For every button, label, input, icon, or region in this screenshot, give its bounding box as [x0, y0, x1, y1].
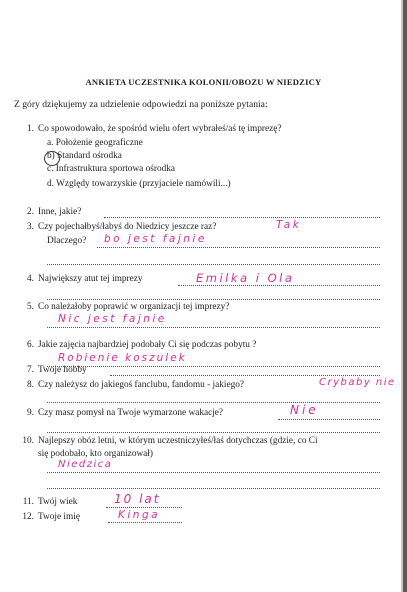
- question-number: 5.: [27, 302, 34, 312]
- question-text: Czy masz pomysł na Twoje wymarzone wakacje?: [38, 408, 224, 418]
- question-number: 2.: [27, 207, 34, 217]
- intro-text: Z góry dziękujemy za udzielenie odpowiedzi na poniższe pytania:: [14, 99, 268, 110]
- question-text: Twoje imię: [38, 512, 80, 522]
- question-number: 10.: [22, 436, 34, 446]
- question-text: Co spowodowało, że spośród wielu ofert wybrałeś/aś tę imprezę?: [38, 124, 282, 134]
- question-2: [14, 207, 81, 217]
- answer-line[interactable]: [47, 488, 380, 489]
- answer-line[interactable]: [178, 285, 380, 286]
- question-number: 11.: [22, 497, 34, 507]
- answer-line[interactable]: [110, 375, 380, 376]
- option-a: a. Położenie geograficzne: [47, 138, 143, 148]
- answer-line[interactable]: [97, 247, 380, 248]
- answer-line[interactable]: [47, 472, 380, 473]
- question-text: Twój wiek: [38, 497, 78, 507]
- question-3: [14, 222, 216, 232]
- answer-line[interactable]: [106, 507, 182, 508]
- answer-line[interactable]: [108, 522, 182, 523]
- answer-line[interactable]: [47, 432, 380, 433]
- option-c: c. Infrastruktura sportowa ośrodka: [47, 164, 176, 174]
- handwritten-answer: Tak: [276, 219, 302, 231]
- option-b: b) Standard ośrodka: [47, 151, 122, 161]
- question-12: [14, 512, 80, 522]
- question-text: Jakie zajęcia najbardziej podobały Ci się podczas pobytu ?: [38, 340, 257, 350]
- question-number: 4.: [27, 274, 34, 284]
- handwritten-answer: Niedzica: [58, 459, 113, 470]
- handwritten-answer: Emilka i Ola: [196, 271, 295, 285]
- answer-line[interactable]: [278, 419, 380, 420]
- question-number: 8.: [27, 380, 34, 390]
- question-10-cont: się podobało, kto organizował): [38, 449, 153, 459]
- question-text: Twoje hobby: [38, 365, 87, 375]
- handwritten-answer: Nic jest fajnie: [58, 313, 167, 325]
- handwritten-answer: Kinga: [118, 509, 161, 521]
- question-3-sub: Dlaczego?: [47, 236, 87, 246]
- handwritten-answer: bo jest fajnie: [104, 233, 207, 245]
- question-10: [14, 436, 318, 446]
- answer-line[interactable]: [47, 366, 380, 367]
- question-11: [14, 497, 77, 507]
- answer-line[interactable]: [47, 327, 380, 328]
- answer-line[interactable]: [47, 299, 380, 300]
- survey-title: ANKIETA UCZESTNIKA KOLONII/OBOZU W NIEDZICY: [85, 77, 322, 87]
- question-text: Największy atut tej imprezy: [38, 274, 143, 284]
- question-number: 7.: [27, 365, 34, 375]
- question-text: Czy pojechałbyś/łabyś do Niedzicy jeszcze raz?: [38, 222, 217, 232]
- handwritten-answer: 10 lat: [114, 492, 161, 506]
- question-6: [14, 340, 256, 350]
- question-8: [14, 380, 244, 390]
- option-d: d. Względy towarzyskie (przyjaciele namówili...): [47, 179, 231, 189]
- answer-line[interactable]: [47, 264, 380, 265]
- handwritten-answer: Robienie koszulek: [58, 352, 187, 364]
- question-9: [14, 408, 223, 418]
- question-number: 3.: [27, 222, 34, 232]
- question-number: 12.: [22, 512, 34, 522]
- question-text: Najlepszy obóz letni, w którym uczestniczyłeś/łaś dotychczas (gdzie, co Ci: [38, 436, 318, 446]
- question-7: [14, 365, 87, 375]
- handwritten-answer: Nie: [290, 403, 319, 417]
- question-text: Co należałoby poprawić w organizacji tej imprezy?: [38, 302, 230, 312]
- answer-line[interactable]: [104, 217, 380, 218]
- handwritten-answer: Crybaby nie: [319, 377, 396, 388]
- question-1: [14, 124, 281, 134]
- question-number: 1.: [27, 124, 34, 134]
- question-text: Inne, jakie?: [38, 207, 82, 217]
- question-text: Czy należysz do jakiegoś fanclubu, fandomu - jakiego?: [38, 380, 245, 390]
- question-number: 6.: [27, 340, 34, 350]
- question-4: [14, 274, 143, 284]
- answer-line[interactable]: [47, 402, 380, 403]
- question-number: 9.: [27, 408, 34, 418]
- scan-edge-dark: [403, 0, 407, 592]
- question-5: [14, 302, 229, 312]
